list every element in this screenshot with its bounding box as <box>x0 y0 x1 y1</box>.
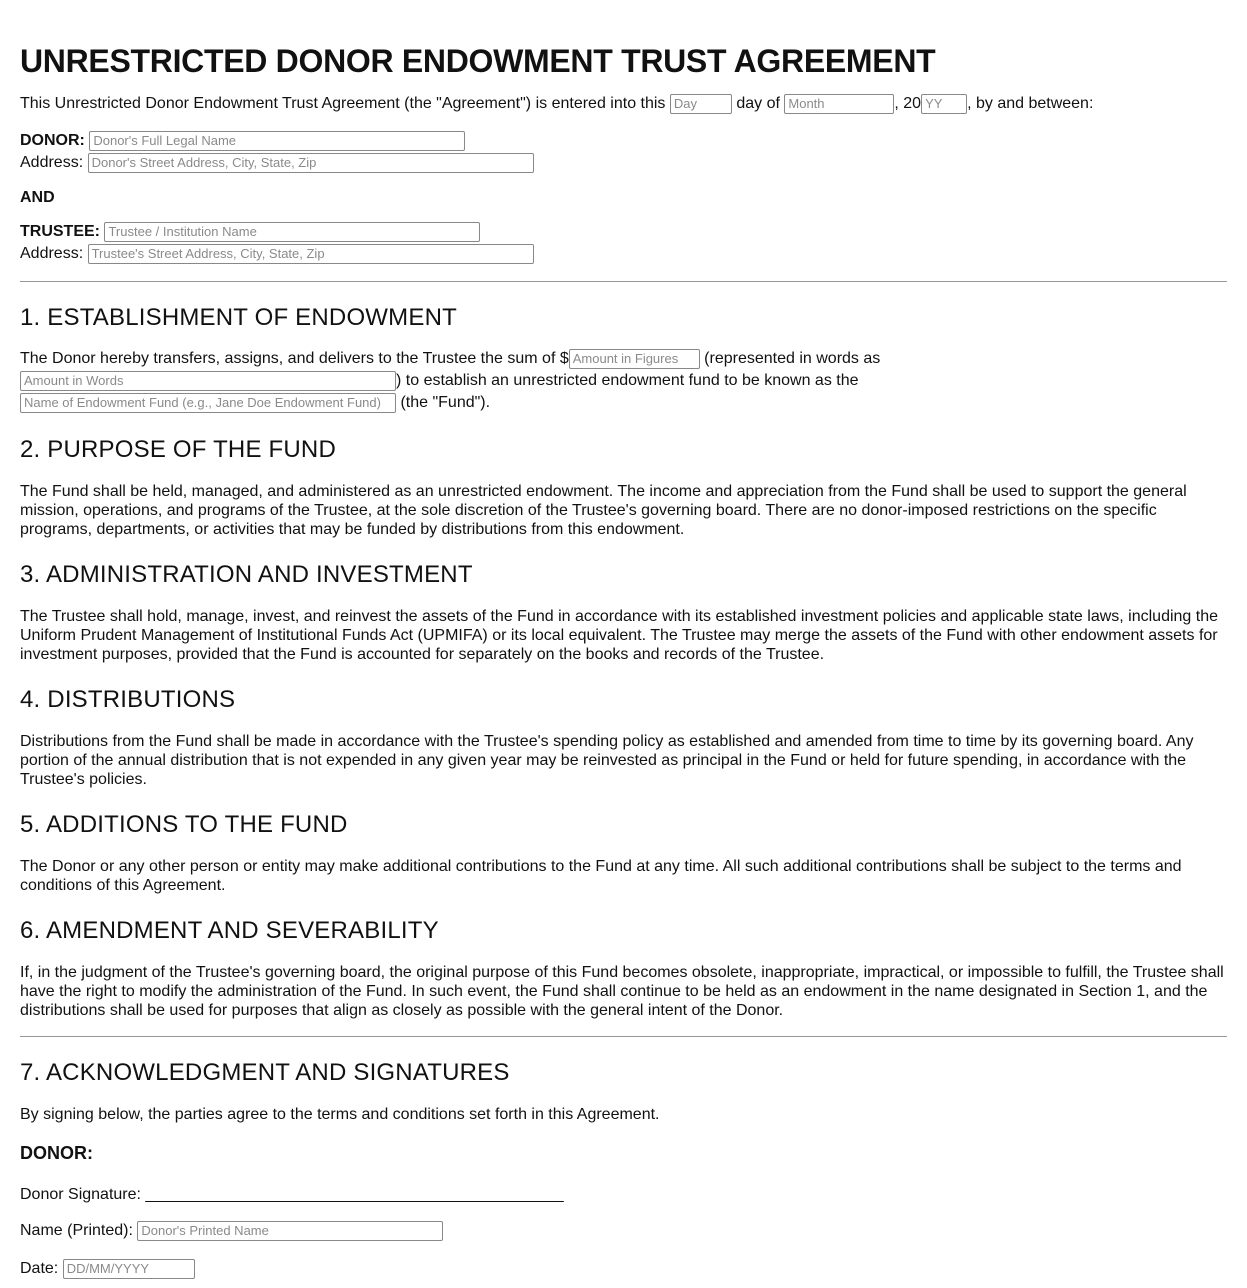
signature-donor-heading: DONOR: <box>20 1143 93 1163</box>
section-5-heading: 5. ADDITIONS TO THE FUND <box>20 811 348 838</box>
intro-year-prefix: , 20 <box>894 95 922 112</box>
intro-text-before: This Unrestricted Donor Endowment Trust Agreement (the "Agreement") is entered into this <box>20 95 666 112</box>
donor-printed-name-row <box>20 1220 1227 1242</box>
document-title: UNRESTRICTED DONOR ENDOWMENT TRUST AGREEMENT <box>20 43 936 79</box>
section-2-body: The Fund shall be held, managed, and administered as an unrestricted endowment. The income and appreciation from the Fund shall be used to support the general mission, operations, and programs of the Trustee, at the sole discretion of the Trustee's governing board. There are no donor-imposed restrictions on the specific programs, departments, or activities that may be funded by distributions from this endowment. <box>20 483 1187 538</box>
section-1-body <box>20 348 1227 414</box>
amount-words-input[interactable] <box>20 371 396 391</box>
section-6-heading: 6. AMENDMENT AND SEVERABILITY <box>20 917 439 944</box>
section-1-text-4: (the "Fund"). <box>396 394 491 411</box>
trustee-address-label: Address: <box>20 245 84 262</box>
section-7-heading: 7. ACKNOWLEDGMENT AND SIGNATURES <box>20 1059 510 1086</box>
donor-address-label: Address: <box>20 154 84 171</box>
printed-name-label: Name (Printed): <box>20 1222 138 1239</box>
intro-day-of: day of <box>736 95 780 112</box>
trustee-label: TRUSTEE: <box>20 223 100 240</box>
intro-paragraph <box>20 92 1227 116</box>
fund-name-input[interactable] <box>20 393 396 413</box>
donor-signature-line[interactable]: _______________________________________________ <box>145 1186 564 1203</box>
section-5-body: The Donor or any other person or entity may make additional contributions to the Fund at any time. All such additional contributions shall be subject to the terms and conditions of this Agreement. <box>20 858 1182 894</box>
section-7-body: By signing below, the parties agree to the terms and conditions set forth in this Agreement. <box>20 1106 660 1123</box>
year-input[interactable] <box>921 94 967 114</box>
section-1-text-3: ) to establish an unrestricted endowment fund to be known as the <box>396 372 859 389</box>
section-4-heading: 4. DISTRIBUTIONS <box>20 686 236 713</box>
section-6-body: If, in the judgment of the Trustee's governing board, the original purpose of this Fund becomes obsolete, inappropriate, impractical, or impossible to fulfill, the Trustee shall have the right to modify the administration of the Fund. In such event, the Fund shall continue to be held as an endowment in the name designated in Section 1, and the distributions shall be used for purposes that align as closely as possible with the general intent of the Donor. <box>20 964 1224 1019</box>
section-1-text-1: The Donor hereby transfers, assigns, and delivers to the Trustee the sum of $ <box>20 350 569 367</box>
date-label: Date: <box>20 1260 63 1277</box>
trustee-address-input[interactable] <box>88 244 534 264</box>
amount-figures-input[interactable] <box>569 349 700 369</box>
donor-date-input[interactable] <box>63 1259 195 1279</box>
donor-name-input[interactable] <box>89 131 465 151</box>
trustee-party-block <box>20 221 1227 265</box>
day-input[interactable] <box>670 94 732 114</box>
donor-label: DONOR: <box>20 132 85 149</box>
trustee-name-input[interactable] <box>104 222 480 242</box>
donor-signature-row <box>20 1185 1227 1204</box>
donor-date-row <box>20 1258 1227 1280</box>
donor-address-input[interactable] <box>88 153 534 173</box>
section-divider <box>20 1036 1227 1037</box>
donor-signature-label: Donor Signature: <box>20 1186 146 1203</box>
intro-text-after: , by and between: <box>967 95 1094 112</box>
section-divider <box>20 281 1227 282</box>
section-1-heading: 1. ESTABLISHMENT OF ENDOWMENT <box>20 304 457 331</box>
donor-party-block <box>20 130 1227 174</box>
month-input[interactable] <box>784 94 894 114</box>
and-label: AND <box>20 189 55 206</box>
section-1-text-2: (represented in words as <box>699 350 881 367</box>
section-3-heading: 3. ADMINISTRATION AND INVESTMENT <box>20 561 473 588</box>
section-4-body: Distributions from the Fund shall be made in accordance with the Trustee's spending policy as established and amended from time to time by its governing board. Any portion of the annual distribution that is not expended in any given year may be reinvested as principal in the Fund or held for future spending, in accordance with the Trustee's policies. <box>20 733 1194 788</box>
section-3-body: The Trustee shall hold, manage, invest, and reinvest the assets of the Fund in accordance with its established investment policies and applicable state laws, including the Uniform Prudent Management of Institutional Funds Act (UPMIFA) or its local equivalent. The Trustee may merge the assets of the Fund with other endowment assets for investment purposes, provided that the Fund is accounted for separately on the books and records of the Trustee. <box>20 608 1219 663</box>
section-2-heading: 2. PURPOSE OF THE FUND <box>20 436 337 463</box>
donor-printed-name-input[interactable] <box>137 1221 443 1241</box>
